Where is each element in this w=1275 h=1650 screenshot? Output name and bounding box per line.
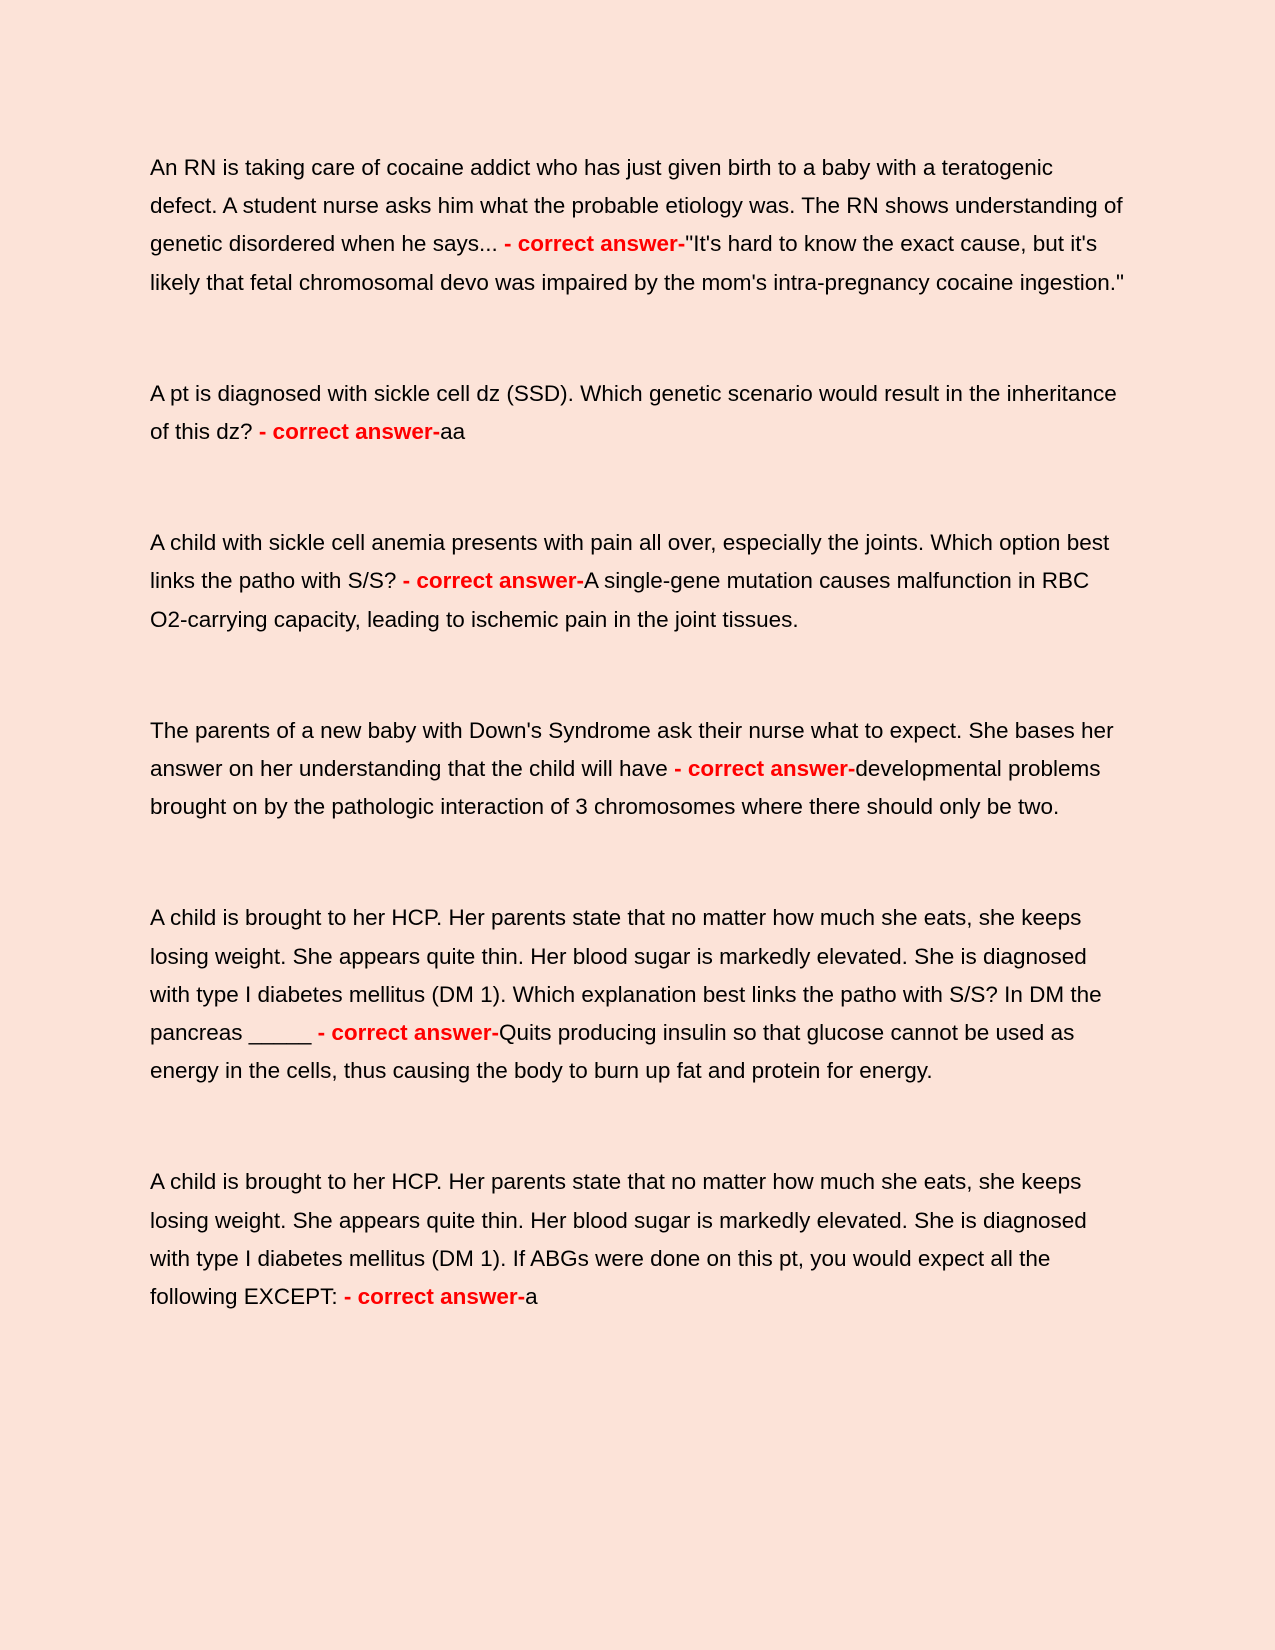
- question-text: An RN is taking care of cocaine addict who has just given birth to a baby with a teratogenic defect. A student nurse asks him what the probable etiology was. The RN shows understanding of genetic disordered when he says...: [150, 155, 1123, 257]
- qa-item: [150, 1163, 1125, 1316]
- answer-text: developmental problems brought on by the pathologic interaction of 3 chromosomes where there should only be two.: [150, 756, 1101, 820]
- qa-item: [150, 712, 1125, 827]
- document-page: [150, 149, 1125, 1389]
- answer-text: A single-gene mutation causes malfunction in RBC O2-carrying capacity, leading to ischemic pain in the joint tissues.: [150, 568, 1090, 632]
- correct-answer-label: - correct answer-: [258, 419, 441, 445]
- qa-item: [150, 899, 1125, 1090]
- answer-text: Quits producing insulin so that glucose cannot be used as energy in the cells, thus causing the body to burn up fat and protein for energy.: [150, 1020, 1075, 1084]
- correct-answer-label: - correct answer-: [343, 1284, 526, 1310]
- correct-answer-label: - correct answer-: [317, 1020, 499, 1046]
- question-text: A pt is diagnosed with sickle cell dz (SSD). Which genetic scenario would result in the inheritance of this dz?: [150, 380, 1117, 445]
- correct-answer-label: - correct answer-: [402, 568, 584, 594]
- correct-answer-label: - correct answer-: [503, 231, 686, 257]
- question-text: A child is brought to her HCP. Her parents state that no matter how much she eats, she keeps losing weight. She appears quite thin. Her blood sugar is markedly elevated. She is diagnosed with type I diabetes mellitus (DM 1). Which explanation best links the patho with S/S? In DM the pancreas _____: [150, 905, 1102, 1046]
- answer-text: aa: [440, 419, 466, 445]
- question-text: The parents of a new baby with Down's Syndrome ask their nurse what to expect. She bases her answer on her understanding that the child will have: [150, 717, 1114, 782]
- qa-item: [150, 375, 1125, 451]
- answer-text: a: [525, 1284, 538, 1310]
- correct-answer-label: - correct answer-: [674, 756, 856, 782]
- qa-item: [150, 149, 1125, 302]
- qa-item: [150, 524, 1125, 639]
- question-text: A child with sickle cell anemia presents with pain all over, especially the joints. Which option best links the patho with S/S?: [150, 530, 1110, 594]
- question-text: A child is brought to her HCP. Her parents state that no matter how much she eats, she keeps losing weight. She appears quite thin. Her blood sugar is markedly elevated. She is diagnosed with type I diabetes mellitus (DM 1). If ABGs were done on this pt, you would expect all the following EXCEPT:: [150, 1169, 1087, 1310]
- answer-text: "It's hard to know the exact cause, but it's likely that fetal chromosomal devo was impaired by the mom's intra-pregnancy cocaine ingestion.": [150, 231, 1124, 295]
